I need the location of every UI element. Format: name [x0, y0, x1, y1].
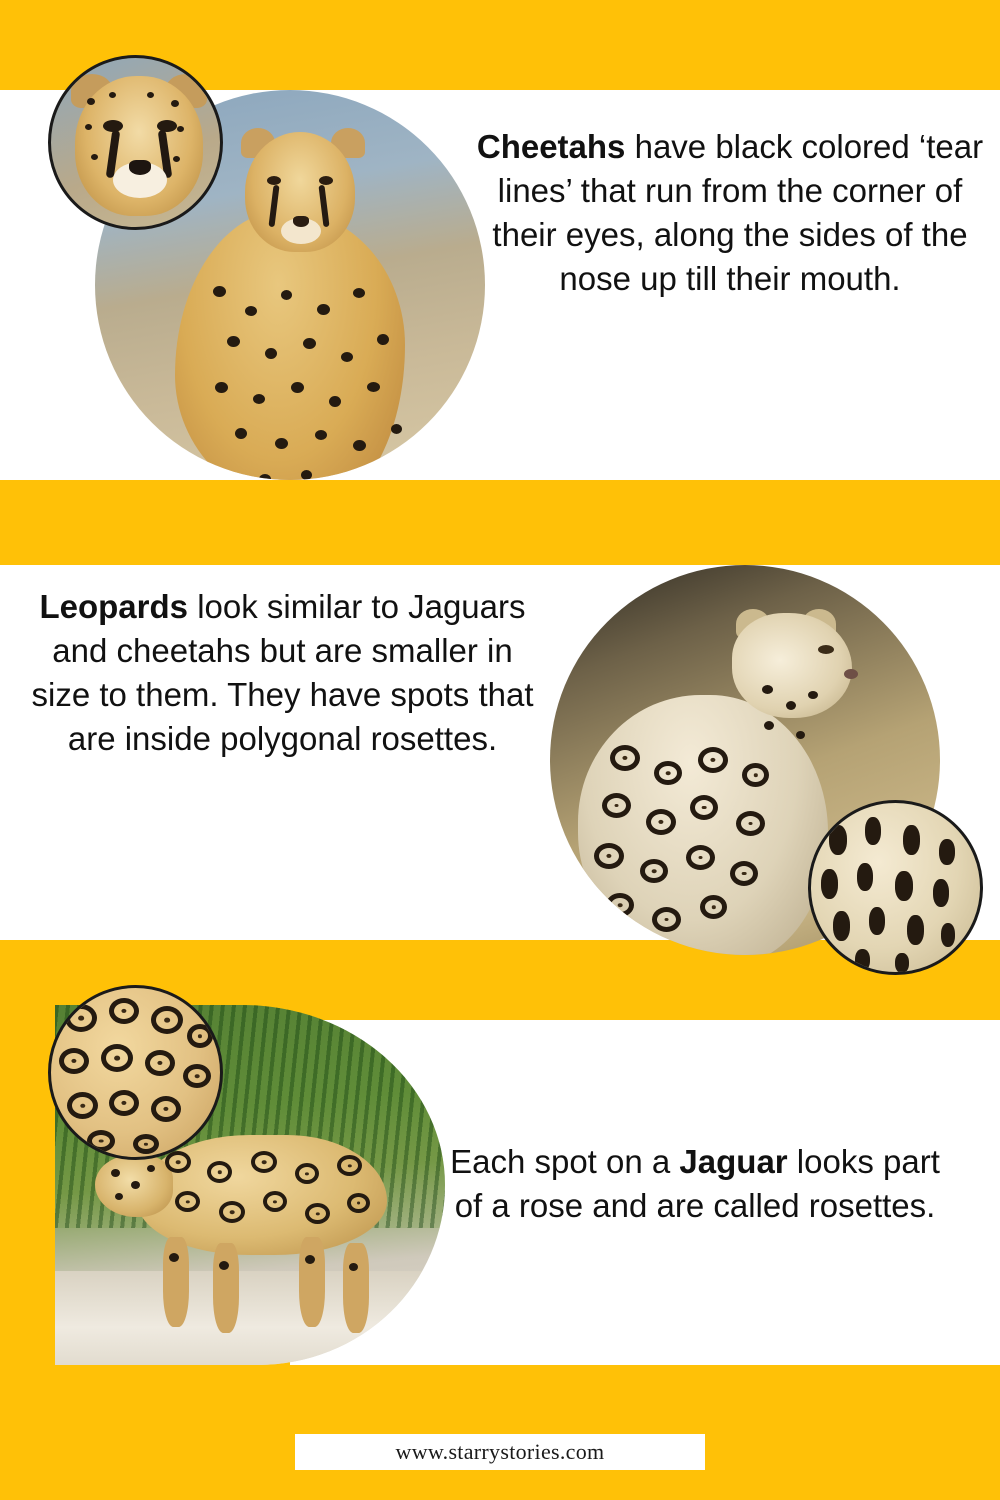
leopard-fur-inset [808, 800, 983, 975]
cheetah-eye-right [319, 176, 333, 185]
jaguar-text [440, 1140, 950, 1228]
leopard-text [30, 585, 535, 761]
leopard-text-bold: Leopards [39, 588, 189, 625]
jaguar-leg-back-right [343, 1243, 369, 1333]
leopard-text-body: look similar to Jaguars and cheetahs but are smaller in size to them. They have spots that are inside polygonal rosettes. [31, 588, 534, 757]
jaguar-fur-spot-layer [51, 988, 220, 1157]
leopard-head-shape [732, 613, 852, 718]
jaguar-text-pre: Each spot on a [450, 1143, 680, 1180]
jaguar-leg-back-left [299, 1237, 325, 1327]
cheetah-eye-left [267, 176, 281, 185]
jaguar-text-body: looks part of a rose and are called rosettes. [454, 1143, 940, 1224]
jaguar-ground [55, 1271, 445, 1365]
cheetah-text-body: have black colored ‘tear lines’ that run from the corner of their eyes, along the sides of the nose up till their mouth. [492, 128, 984, 297]
cheetah-inset-nose [129, 160, 151, 175]
cheetah-text [470, 125, 990, 301]
jaguar-head-shape [95, 1155, 173, 1217]
cheetah-text-bold: Cheetahs [476, 128, 626, 165]
leopard-fur-spot-layer [811, 803, 980, 972]
jaguar-leg-front-left [163, 1237, 189, 1327]
cheetah-face-inset [48, 55, 223, 230]
footer-website-text: www.starrystories.com [395, 1439, 605, 1464]
jaguar-fur-inset [48, 985, 223, 1160]
cheetah-nose [293, 216, 309, 227]
leopard-body-shape [578, 695, 828, 955]
leopard-eye [818, 645, 834, 654]
jaguar-text-bold: Jaguar [679, 1143, 788, 1180]
jaguar-leg-front-right [213, 1243, 239, 1333]
footer-website-bar [295, 1434, 705, 1470]
leopard-nose [844, 669, 858, 679]
